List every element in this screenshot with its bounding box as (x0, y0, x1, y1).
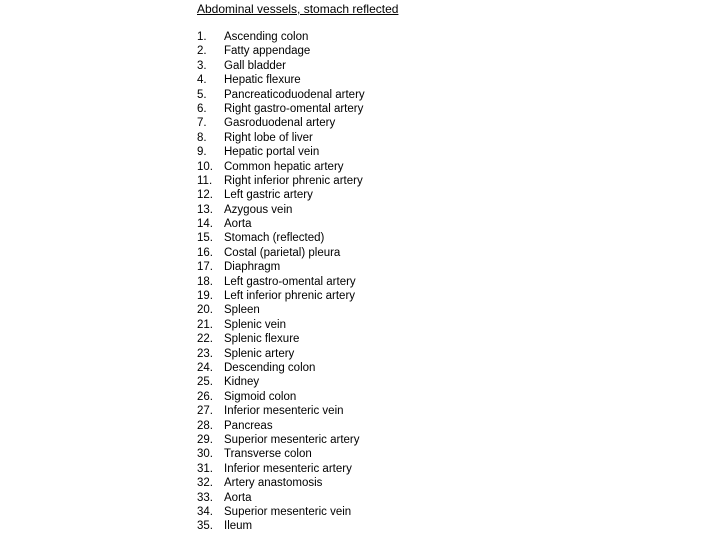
list-item-label: Hepatic portal vein (224, 146, 320, 159)
list-item-label: Splenic flexure (224, 333, 300, 346)
list-item-number: 23. (197, 347, 213, 360)
list-item-label: Inferior mesenteric vein (224, 405, 344, 418)
list-item-label: Right inferior phrenic artery (224, 174, 363, 187)
list-item-label: Costal (parietal) pleura (224, 246, 341, 259)
list-item-label: Artery anastomosis (224, 477, 323, 490)
list-item-number: 7. (197, 117, 207, 130)
list-item (197, 361, 365, 375)
list-item-number: 27. (197, 405, 213, 418)
list-item (197, 275, 365, 289)
list-item-number: 2. (197, 45, 207, 58)
list-item (197, 505, 365, 519)
list-item (197, 116, 365, 130)
list-item-number: 22. (197, 333, 213, 346)
list-item-number: 26. (197, 390, 213, 403)
list-item-number: 25. (197, 376, 213, 389)
list-item-label: Pancreas (224, 419, 273, 432)
list-item (197, 44, 365, 58)
list-item (197, 419, 365, 433)
list-item (197, 476, 365, 490)
list-item-number: 14. (197, 218, 213, 231)
list-item-label: Left inferior phrenic artery (224, 290, 356, 303)
list-item-number: 24. (197, 361, 213, 374)
list-item (197, 347, 365, 361)
list-item (197, 390, 365, 404)
list-item (197, 145, 365, 159)
list-item-label: Descending colon (224, 361, 316, 374)
list-item-number: 19. (197, 290, 213, 303)
list-item (197, 303, 365, 317)
list-item-number: 18. (197, 275, 213, 288)
list-item-number: 9. (197, 146, 207, 159)
list-item-label: Kidney (224, 376, 260, 389)
list-item-number: 29. (197, 433, 213, 446)
list-item-number: 4. (197, 74, 207, 87)
list-item-label: Azygous vein (224, 203, 293, 216)
list-item (197, 433, 365, 447)
page-title: Abdominal vessels, stomach reflected (197, 2, 399, 16)
list-item-label: Hepatic flexure (224, 74, 301, 87)
list-item-label: Splenic vein (224, 318, 287, 331)
list-item (197, 30, 365, 44)
list-item (197, 289, 365, 303)
list-item (197, 246, 365, 260)
list-item (197, 260, 365, 274)
list-item-number: 28. (197, 419, 213, 432)
numbered-list (197, 30, 365, 534)
list-item-number: 35. (197, 520, 213, 533)
list-item (197, 174, 365, 188)
list-item-label: Fatty appendage (224, 45, 311, 58)
list-item (197, 88, 365, 102)
list-item-number: 12. (197, 189, 213, 202)
list-item-number: 32. (197, 477, 213, 490)
list-item-number: 10. (197, 160, 213, 173)
list-item-label: Inferior mesenteric artery (224, 462, 352, 475)
list-item (197, 73, 365, 87)
list-item-number: 3. (197, 59, 207, 72)
list-item (197, 59, 365, 73)
list-item-number: 33. (197, 491, 213, 504)
list-item-number: 16. (197, 246, 213, 259)
list-item-number: 34. (197, 505, 213, 518)
list-item (197, 131, 365, 145)
list-item-number: 8. (197, 131, 207, 144)
list-item-label: Spleen (224, 304, 260, 317)
list-item-label: Sigmoid colon (224, 390, 297, 403)
list-item (197, 491, 365, 505)
list-item (197, 375, 365, 389)
list-item-number: 13. (197, 203, 213, 216)
list-item-label: Splenic artery (224, 347, 295, 360)
list-item-label: Right gastro-omental artery (224, 102, 364, 115)
list-item-number: 31. (197, 462, 213, 475)
list-item (197, 462, 365, 476)
list-item-number: 5. (197, 88, 207, 101)
list-item-label: Gasroduodenal artery (224, 117, 336, 130)
list-item (197, 203, 365, 217)
list-item (197, 217, 365, 231)
list-item-number: 1. (197, 31, 207, 43)
list-item-label: Right lobe of liver (224, 131, 313, 144)
list-item (197, 332, 365, 346)
list-item-label: Superior mesenteric artery (224, 433, 360, 446)
list-item-label: Left gastro-omental artery (224, 275, 356, 288)
list-item-number: 20. (197, 304, 213, 317)
list-item-label: Superior mesenteric vein (224, 505, 352, 518)
list-item (197, 447, 365, 461)
list-item (197, 231, 365, 245)
list-item-number: 6. (197, 102, 207, 115)
list-item-number: 15. (197, 232, 213, 245)
list-item-label: Ileum (224, 520, 253, 533)
list-item (197, 519, 365, 533)
list-item-label: Diaphragm (224, 261, 281, 274)
list-item-number: 21. (197, 318, 213, 331)
list-item (197, 404, 365, 418)
list-item-label: Left gastric artery (224, 189, 313, 202)
list-item (197, 160, 365, 174)
list-item-label: Stomach (reflected) (224, 232, 325, 245)
list-item-label: Transverse colon (224, 448, 312, 461)
list-item-label: Gall bladder (224, 59, 287, 72)
list-item-number: 17. (197, 261, 213, 274)
list-item-label: Common hepatic artery (224, 160, 344, 173)
list-item (197, 102, 365, 116)
list-item-number: 11. (197, 174, 213, 187)
list-item (197, 318, 365, 332)
list-item-label: Aorta (224, 491, 252, 504)
list-item-label: Ascending colon (224, 31, 309, 43)
list-item-number: 30. (197, 448, 213, 461)
list-item-label: Aorta (224, 218, 252, 231)
list-item (197, 188, 365, 202)
list-item-label: Pancreaticoduodenal artery (224, 88, 365, 101)
